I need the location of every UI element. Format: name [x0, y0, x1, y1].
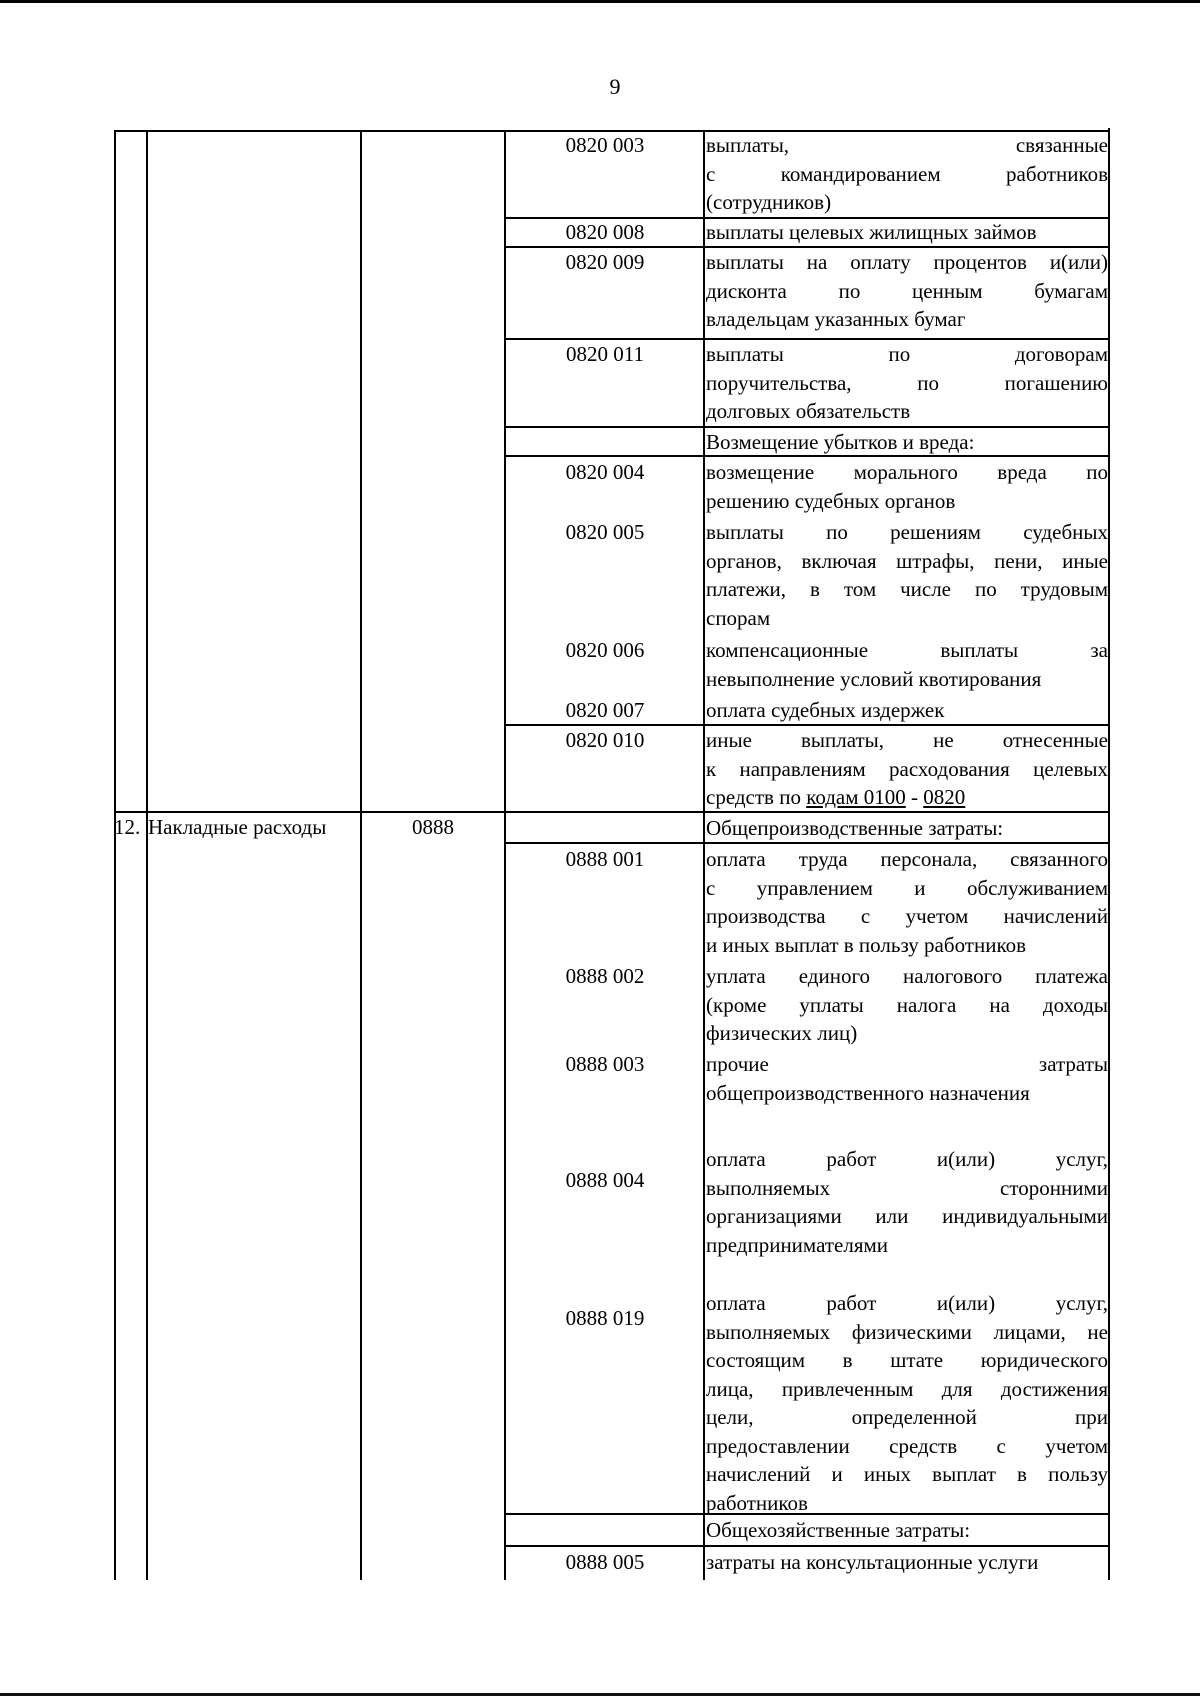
desc-0820-011 [706, 340, 1108, 426]
code-0820-005: 0820 005 [565, 520, 645, 544]
separator: - [905, 785, 924, 809]
desc-line: лица, привлеченным для достижения [706, 1376, 1108, 1401]
table-border-left [114, 130, 116, 1580]
code-0820-004: 0820 004 [565, 460, 645, 484]
desc-0888-002 [706, 962, 1108, 1048]
code-0888-001: 0888 001 [565, 847, 645, 871]
desc-text: средств по [706, 785, 807, 809]
desc-line: органов, включая штрафы, пени, иные [706, 548, 1108, 573]
column-divider-4 [703, 130, 705, 1580]
code-0820-011: 0820 011 [566, 342, 644, 366]
desc-0820-007 [706, 696, 1108, 725]
desc-line: физических лиц) [706, 1021, 858, 1045]
desc-line: оплата судебных издержек [706, 698, 945, 722]
desc-0888-019 [706, 1289, 1108, 1517]
desc-line: компенсационные выплаты за [706, 638, 1108, 662]
page-number: 9 [609, 74, 621, 99]
desc-line: оплата работ и(или) услуг, [706, 1147, 1108, 1171]
desc-line: цели, определенной при [706, 1405, 1108, 1429]
desc-line: невыполнение условий квотирования [706, 666, 1042, 691]
desc-0820-003 [706, 131, 1108, 217]
desc-line: возмещение морального вреда по [706, 460, 1108, 484]
desc-line: к направлениям расходования целевых [706, 756, 1108, 781]
desc-line: выплаты на оплату процентов и(или) [706, 250, 1108, 274]
code-0820-008: 0820 008 [565, 220, 645, 244]
code-0888-019: 0888 019 [565, 1306, 645, 1330]
desc-line: с управлением и обслуживанием [706, 875, 1108, 900]
heading-damages [706, 428, 1108, 457]
desc-0820-009 [706, 248, 1108, 334]
heading-production [706, 814, 1108, 843]
desc-line: выплаты по договорам [706, 342, 1108, 366]
desc-line: выплаты по решениям судебных [706, 520, 1108, 544]
code-reference: кодам 0100 [806, 785, 906, 809]
row-number: 12. [114, 815, 141, 839]
desc-line: уплата единого налогового платежа [706, 964, 1108, 988]
desc-line: затраты на консультационные услуги [706, 1550, 1039, 1574]
desc-0888-003 [706, 1050, 1108, 1107]
desc-line: состоящим в штате юридического [706, 1348, 1108, 1372]
code-0888-004: 0888 004 [565, 1168, 645, 1192]
desc-line: спорам [706, 605, 771, 630]
column-divider-3 [504, 130, 506, 1580]
desc-line [706, 783, 1108, 812]
desc-line: с командированием работников [706, 161, 1108, 186]
code-0820-007: 0820 007 [565, 698, 645, 722]
desc-line: работников [706, 1490, 808, 1515]
desc-line: дисконта по ценным бумагам [706, 278, 1108, 303]
desc-line: предоставлении средств с учетом [706, 1433, 1108, 1458]
desc-0888-005 [706, 1548, 1108, 1577]
code-0888-005: 0888 005 [565, 1550, 645, 1574]
table-border-right [1108, 128, 1110, 1580]
desc-0820-010-last [706, 783, 1108, 812]
code-0820-003: 0820 003 [565, 133, 645, 157]
code-0820-009: 0820 009 [565, 250, 645, 274]
code-0820-010: 0820 010 [565, 728, 645, 752]
code-0820-006: 0820 006 [565, 638, 645, 662]
section-heading: Общепроизводственные затраты: [706, 816, 1004, 840]
section-heading: Возмещение убытков и вреда: [706, 430, 975, 454]
column-divider-2 [360, 130, 362, 1580]
desc-line: (кроме уплаты налога на доходы [706, 992, 1108, 1017]
desc-line: предпринимателями [706, 1232, 889, 1257]
heading-general [706, 1516, 1108, 1545]
desc-0888-004 [706, 1145, 1108, 1259]
column-divider-1 [146, 130, 148, 1580]
desc-line: и иных выплат в пользу работников [706, 932, 1026, 957]
desc-0888-001 [706, 845, 1108, 959]
desc-0820-008 [706, 218, 1108, 247]
row-rule [504, 1545, 1110, 1547]
desc-line: общепроизводственного назначения [706, 1080, 1030, 1105]
code-0888-002: 0888 002 [565, 964, 645, 988]
desc-line: (сотрудников) [706, 190, 832, 214]
desc-line: оплата работ и(или) услуг, [706, 1291, 1108, 1315]
desc-0820-010 [706, 726, 1108, 783]
desc-line: организациями или индивидуальными [706, 1204, 1108, 1228]
section-heading: Общехозяйственные затраты: [706, 1518, 971, 1542]
desc-0820-006 [706, 636, 1108, 693]
code-reference: 0820 [923, 785, 966, 809]
desc-line: выполняемых сторонними [706, 1175, 1108, 1200]
desc-line: оплата труда персонала, связанного [706, 847, 1108, 871]
desc-line: владельцам указанных бумаг [706, 307, 966, 331]
desc-line: выплаты целевых жилищных займов [706, 220, 1037, 244]
desc-0820-004 [706, 458, 1108, 515]
desc-line: производства с учетом начислений [706, 904, 1108, 928]
desc-line: долговых обязательств [706, 399, 911, 423]
row-name: Накладные расходы [148, 815, 327, 839]
desc-line: решению судебных органов [706, 488, 956, 513]
desc-line: поручительства, по погашению [706, 370, 1108, 395]
desc-line: платежи, в том числе по трудовым [706, 577, 1108, 601]
desc-line: прочие затраты [706, 1052, 1108, 1076]
desc-0820-005 [706, 518, 1108, 632]
desc-line: выполняемых физическими лицами, не [706, 1319, 1108, 1344]
desc-line: иные выплаты, не отнесенные [706, 728, 1108, 752]
desc-line: начислений и иных выплат в пользу [706, 1462, 1108, 1486]
desc-line: выплаты, связанные [706, 133, 1108, 157]
row-code: 0888 [412, 815, 454, 839]
code-0888-003: 0888 003 [565, 1052, 645, 1076]
